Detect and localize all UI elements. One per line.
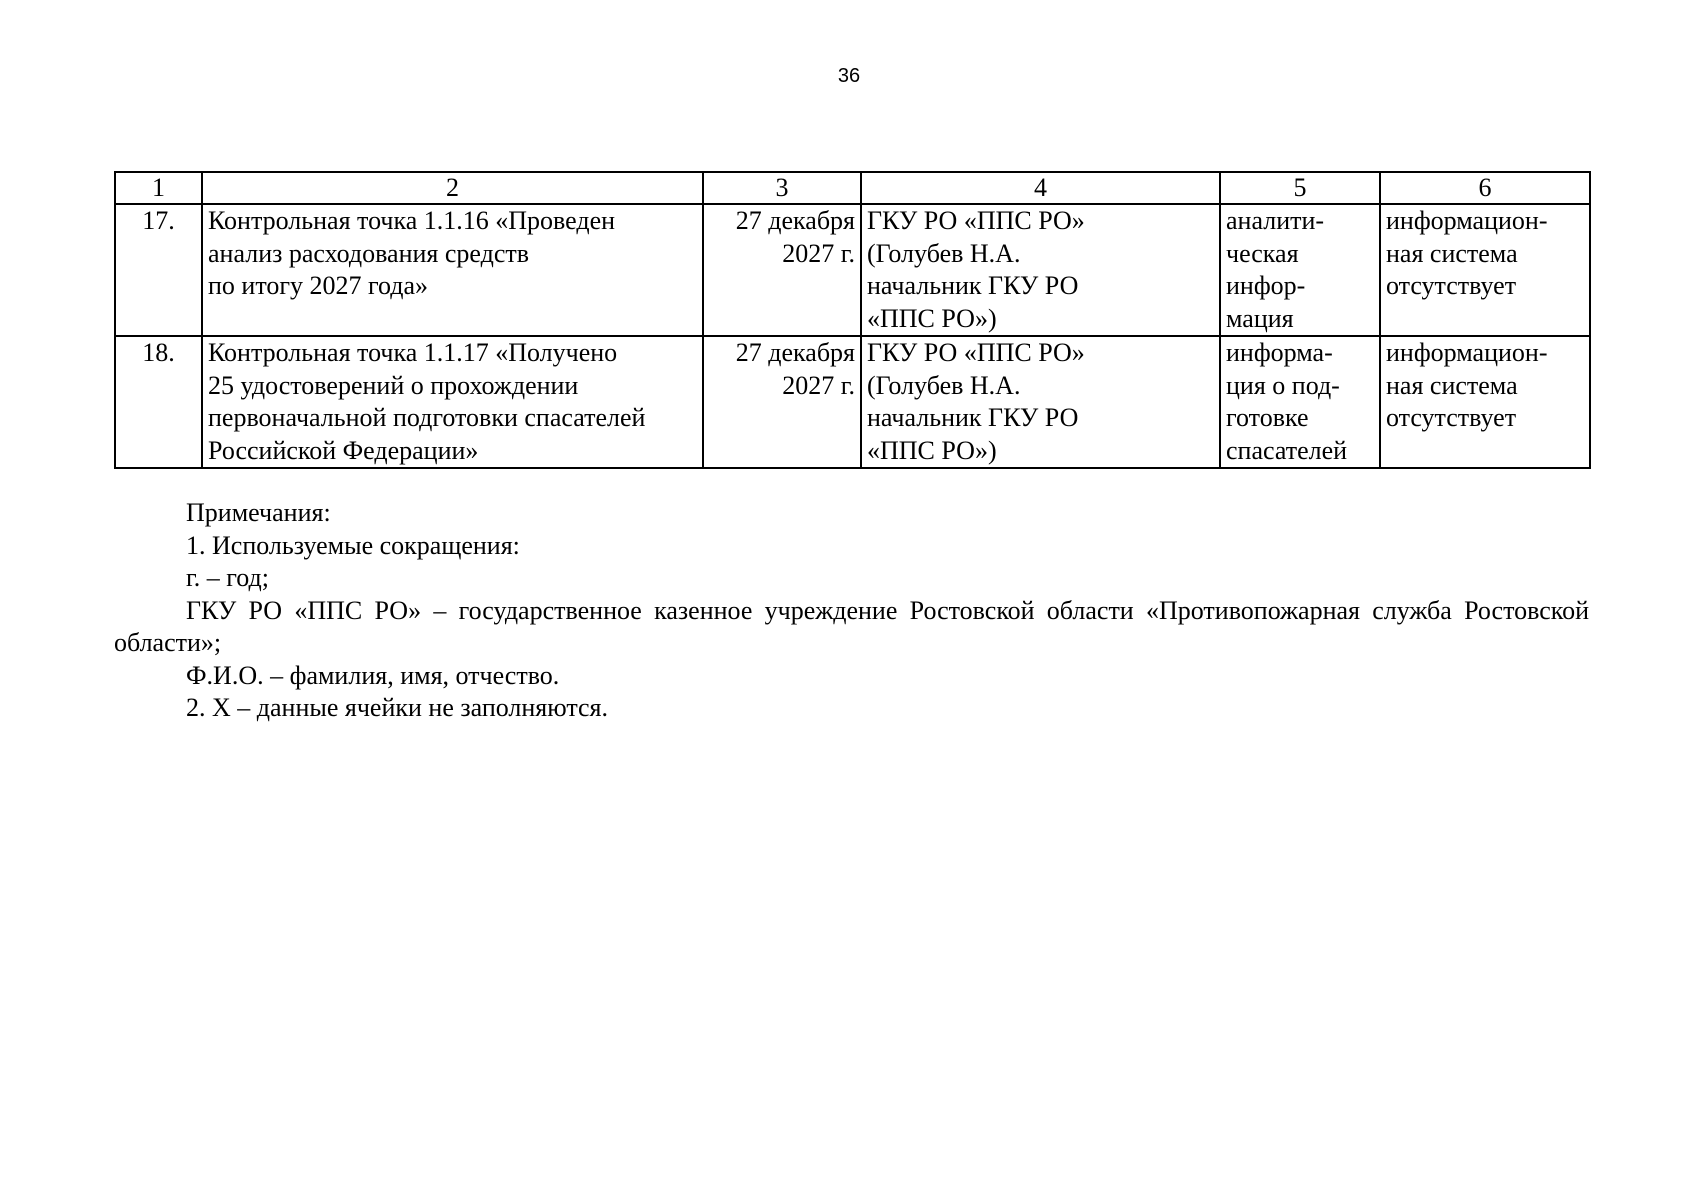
note-item-empty-cells: 2. Х – данные ячейки не заполняются. [186,693,609,722]
header-cell: 1 [115,172,202,204]
note-item-abbreviations: 1. Используемые сокращения: [186,530,520,560]
description-line: 25 удостоверений о прохождении [208,370,579,400]
system-line: информацион- [1386,206,1548,235]
header-cell: 6 [1380,172,1590,204]
table-row [115,204,1590,336]
responsible-line: «ППС РО») [867,303,997,333]
row-date [703,204,861,336]
system-line: отсутствует [1386,271,1517,300]
responsible-line: ГКУ РО «ППС РО» [867,206,1085,235]
document-line: спасателей [1226,435,1348,465]
row-document [1220,204,1380,336]
description-line: Контрольная точка 1.1.17 «Получено [208,338,618,367]
header-row [115,172,1590,204]
responsible-line: «ППС РО») [867,435,997,465]
row-responsible [861,336,1220,468]
row-system [1380,204,1590,336]
row-responsible [861,204,1220,336]
document-line: инфор- [1226,271,1306,300]
header-cell: 4 [861,172,1220,204]
responsible-line: начальник ГКУ РО [867,403,1079,432]
responsible-line: начальник ГКУ РО [867,271,1079,300]
header-cell: 3 [703,172,861,204]
row-description [202,204,703,336]
description-line: по итогу 2027 года» [208,271,429,300]
system-line: ная система [1386,238,1518,268]
page-number: 36 [837,65,861,87]
system-line: ная система [1386,370,1518,400]
document-line: ческая [1226,238,1299,268]
document-line: информа- [1226,338,1333,367]
notes-title: Примечания: [186,498,331,527]
description-line: Российской Федерации» [208,435,479,465]
system-line: отсутствует [1386,403,1517,432]
header-cell: 5 [1220,172,1380,204]
data-table [114,171,1591,469]
description-line: Контрольная точка 1.1.16 «Проведен [208,206,616,235]
abbreviation-gku: ГКУ РО «ППС РО» – государственное казенное учреждение Ростовской области «Противопожарная служба Ростовской области»; [114,595,1589,657]
date-line: 27 декабря [735,338,855,367]
responsible-line: ГКУ РО «ППС РО» [867,338,1085,367]
row-number: 18. [115,336,202,468]
document-line: ция о под- [1226,370,1340,400]
description-line: анализ расходования средств [208,238,530,268]
row-date [703,336,861,468]
description-line: первоначальной подготовки спасателей [208,403,646,432]
responsible-line: (Голубев Н.А. [867,238,1021,268]
row-description [202,336,703,468]
header-cell: 2 [202,172,703,204]
date-line: 2027 г. [782,370,855,400]
row-system [1380,336,1590,468]
abbreviation-fio: Ф.И.О. – фамилия, имя, отчество. [186,660,560,690]
row-number: 17. [115,204,202,336]
date-line: 27 декабря [735,206,855,235]
abbreviation-year: г. – год; [186,563,269,592]
responsible-line: (Голубев Н.А. [867,370,1021,400]
date-line: 2027 г. [782,238,855,268]
table-row [115,336,1590,468]
document-line: мация [1226,303,1294,333]
row-document [1220,336,1380,468]
system-line: информацион- [1386,338,1548,367]
document-line: готовке [1226,403,1309,432]
document-line: аналити- [1226,206,1325,235]
notes-section [114,497,1589,725]
